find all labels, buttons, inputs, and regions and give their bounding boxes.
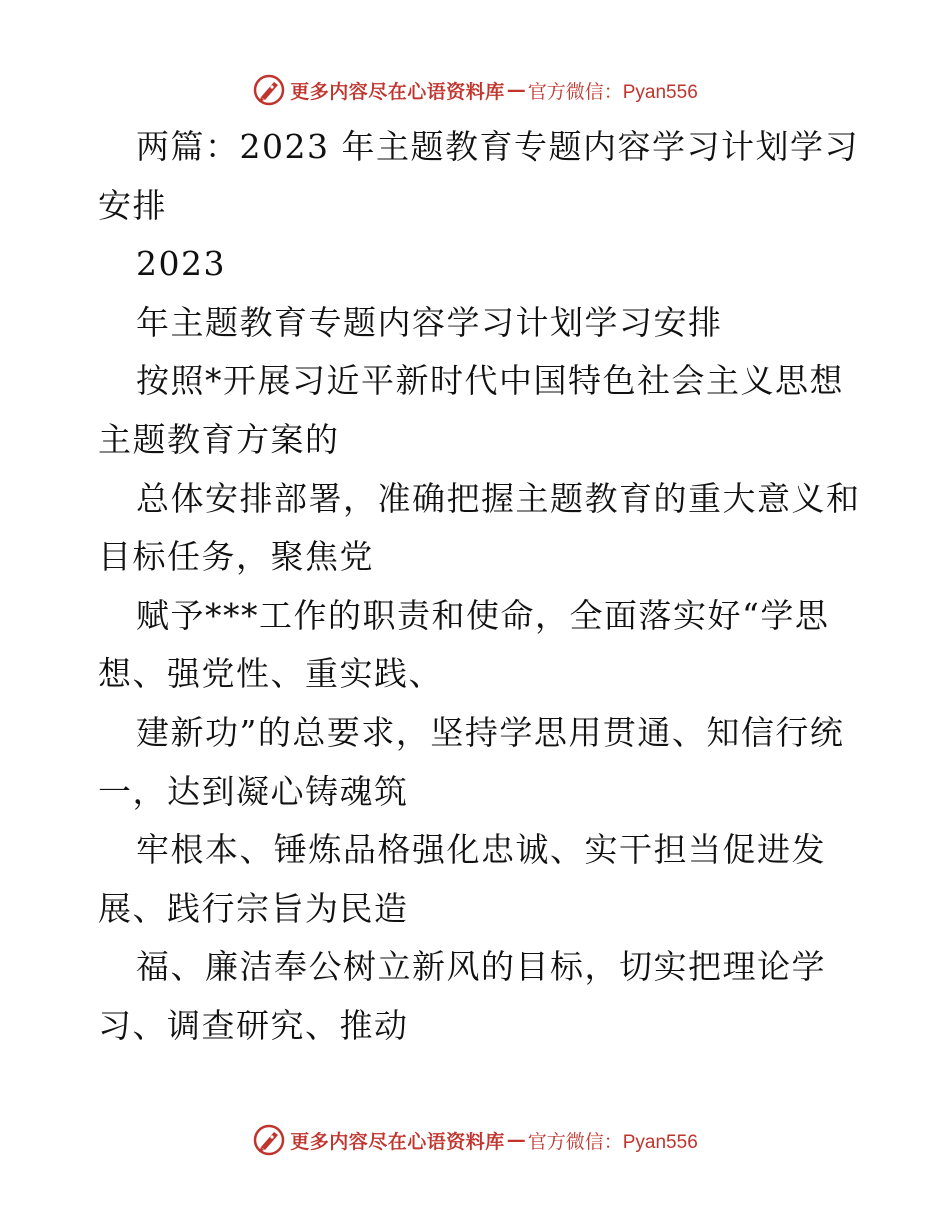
doc-line: 主题教育方案的	[98, 419, 340, 459]
watermark-header	[0, 70, 950, 110]
doc-line: 按照*开展习近平新时代中国特色社会主义思想	[136, 361, 844, 401]
watermark-text: 更多内容尽在心语资料库	[290, 1130, 505, 1153]
doc-line: 习、调查研究、推动	[98, 1005, 409, 1045]
doc-line: 展、践行宗旨为民造	[98, 888, 409, 928]
watermark-wechat: 官方微信：Pyan556	[527, 81, 698, 103]
doc-line: 赋予***工作的职责和使命，全面落实好“学思	[136, 595, 830, 635]
document-body	[98, 118, 861, 1056]
doc-line: 年主题教育专题内容学习计划学习安排	[136, 302, 723, 342]
doc-line: 一，达到凝心铸魂筑	[98, 771, 409, 811]
doc-line: 福、廉洁奉公树立新风的目标，切实把理论学	[136, 947, 826, 987]
doc-line: 建新功”的总要求，坚持学思用贯通、知信行统	[136, 712, 845, 752]
doc-line: 两篇：2023 年主题教育专题内容学习计划学习	[136, 127, 859, 166]
pen-nib-logo-icon	[252, 1123, 286, 1157]
watermark-separator: —	[506, 1129, 526, 1151]
doc-line: 总体安排部署，准确把握主题教育的重大意义和	[136, 478, 861, 518]
watermark-text: 更多内容尽在心语资料库	[290, 80, 505, 103]
watermark-wechat: 官方微信：Pyan556	[527, 1131, 698, 1153]
pen-nib-logo-icon	[252, 73, 286, 107]
doc-line: 2023	[136, 244, 226, 284]
doc-line: 安排	[98, 185, 167, 225]
doc-line: 目标任务，聚焦党	[98, 537, 374, 577]
doc-line: 想、强党性、重实践、	[98, 654, 443, 694]
doc-line: 牢根本、锤炼品格强化忠诚、实干担当促进发	[136, 830, 826, 870]
watermark-separator: —	[506, 79, 526, 101]
watermark-footer	[0, 1120, 950, 1160]
